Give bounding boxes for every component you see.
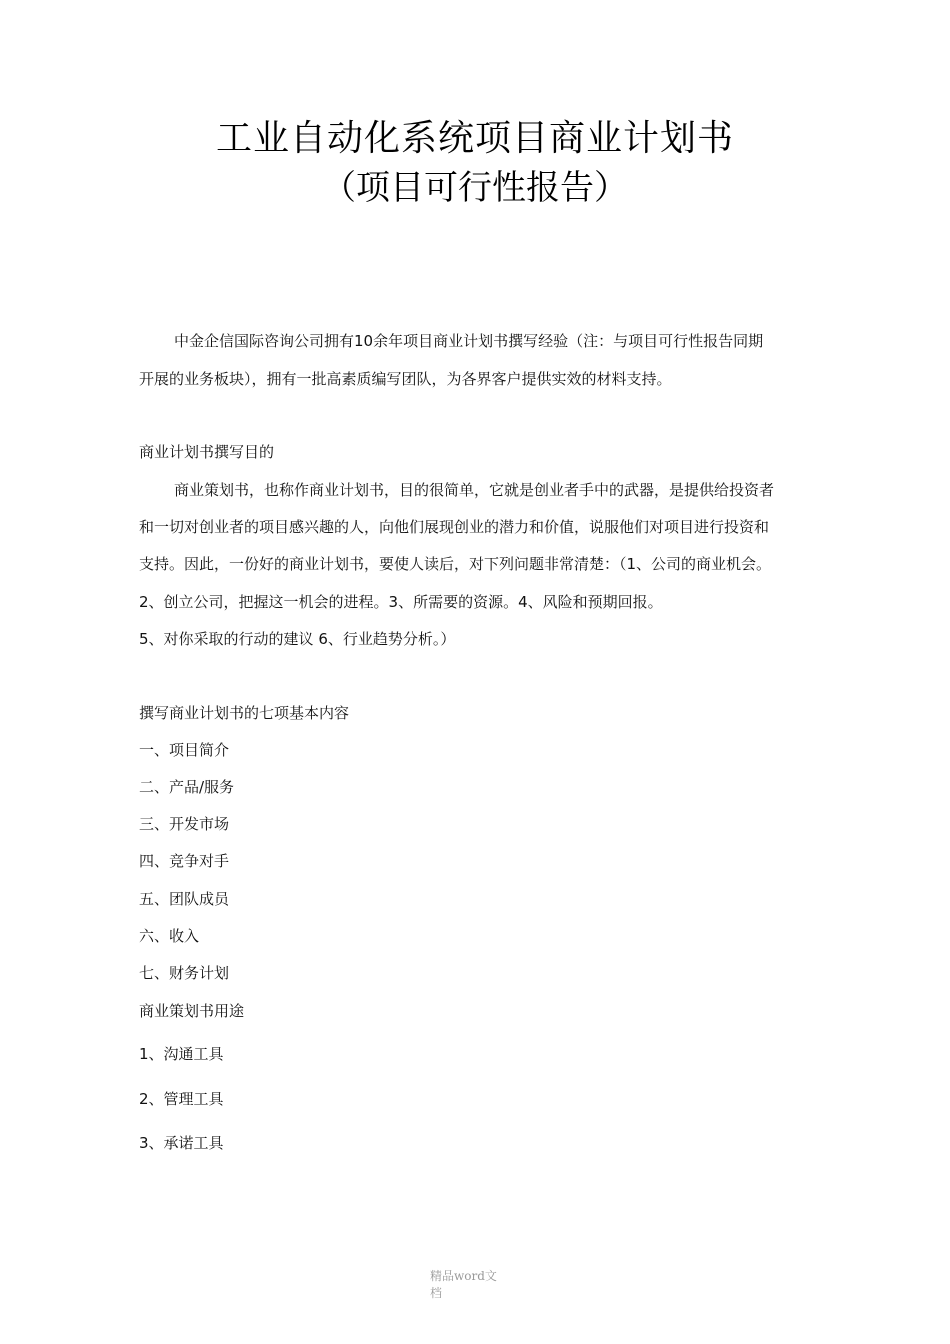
purpose-paragraph-line-5: 5、对你采取的行动的建议 6、行业趋势分析。）: [139, 630, 456, 648]
purpose-paragraph-line-2: 和一切对创业者的项目感兴趣的人，向他们展现创业的潜力和价值，说服他们对项目进行投资和: [139, 518, 770, 536]
intro-paragraph-line-1: 中金企信国际咨询公司拥有10余年项目商业计划书撰写经验（注：与项目可行性报告同期: [174, 332, 764, 350]
uses-item: 2、管理工具: [139, 1090, 224, 1108]
uses-heading: 商业策划书用途: [139, 1002, 245, 1020]
contents-item: 一、项目简介: [139, 741, 230, 759]
document-subtitle: （项目可行性报告）: [322, 168, 628, 208]
purpose-paragraph-line-4: 2、创立公司，把握这一机会的进程。3、所需要的资源。4、风险和预期回报。: [139, 593, 663, 611]
contents-heading: 撰写商业计划书的七项基本内容: [139, 704, 350, 722]
uses-item: 1、沟通工具: [139, 1045, 224, 1063]
document-title: 工业自动化系统项目商业计划书: [215, 118, 734, 159]
contents-item: 二、产品/服务: [139, 778, 235, 796]
page-footer: [430, 1268, 520, 1302]
footer-line-2: 档: [430, 1286, 443, 1300]
contents-item: 六、收入: [139, 927, 200, 945]
footer-line-1: 精品word文: [430, 1269, 497, 1283]
contents-item: 七、财务计划: [139, 964, 230, 982]
contents-item: 五、团队成员: [139, 890, 230, 908]
purpose-paragraph-line-1: 商业策划书，也称作商业计划书，目的很简单，它就是创业者手中的武器，是提供给投资者: [174, 481, 775, 499]
contents-item: 四、竞争对手: [139, 852, 230, 870]
purpose-paragraph-line-3: 支持。因此，一份好的商业计划书，要使人读后，对下列问题非常清楚：（1、公司的商业机会。: [139, 555, 772, 573]
purpose-heading: 商业计划书撰写目的: [139, 443, 275, 461]
uses-item: 3、承诺工具: [139, 1134, 224, 1152]
contents-item: 三、开发市场: [139, 815, 230, 833]
intro-paragraph-line-2: 开展的业务板块），拥有一批高素质编写团队，为各界客户提供实效的材料支持。: [139, 370, 672, 388]
